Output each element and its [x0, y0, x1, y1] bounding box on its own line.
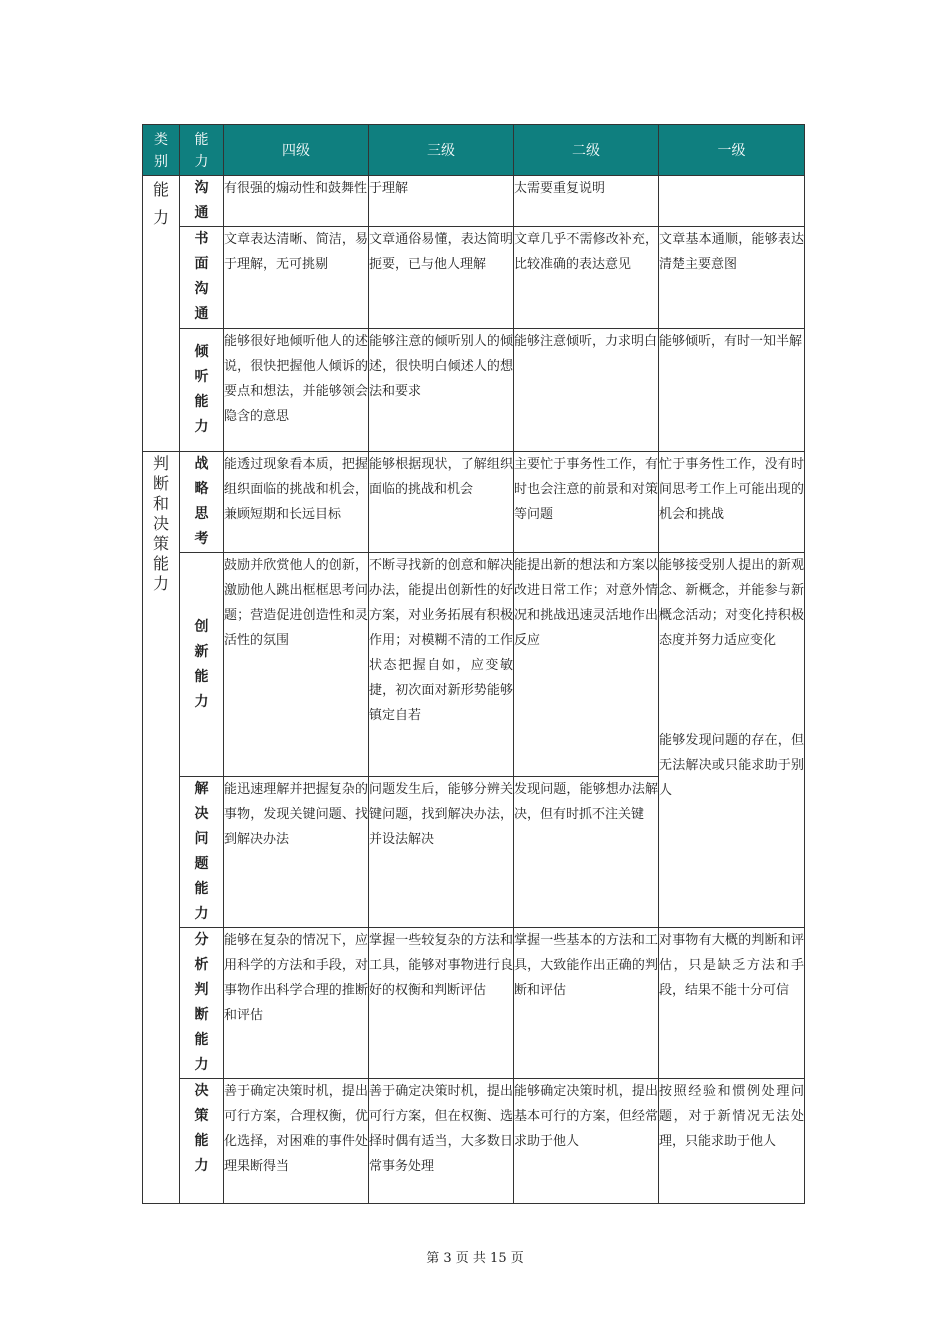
level-4-cell: 有很强的煽动性和鼓舞性: [224, 176, 369, 227]
ability-name-text: 解决问题能力: [194, 781, 209, 922]
level-1-text: 能够发现问题的存在，但无法解决或只能求助于别人: [659, 733, 804, 798]
table-row: [143, 227, 805, 329]
ability-name-text: 沟通: [194, 180, 209, 221]
table-row: [143, 1079, 805, 1204]
category-label: 能力: [152, 180, 169, 227]
ability-name: [180, 329, 224, 452]
level-4-cell: 能够很好地倾听他人的述说，很快把握他人倾诉的要点和想法，并能够领会隐含的意思: [224, 329, 369, 452]
level-4-cell: 文章表达清晰、简洁，易于理解，无可挑剔: [224, 227, 369, 329]
level-1-cell: 对事物有大概的判断和评估，只是缺乏方法和手段，结果不能十分可信: [659, 928, 805, 1079]
table-row: [143, 176, 805, 227]
header-level-4: 四级: [224, 125, 369, 176]
level-4-cell: 能透过现象看本质，把握组织面临的挑战和机会，兼顾短期和长远目标: [224, 452, 369, 553]
level-3-cell: 善于确定决策时机，提出可行方案，但在权衡、选择时偶有适当，大多数日常事务处理: [369, 1079, 514, 1204]
header-ability: [180, 125, 224, 176]
page-footer: 第 3 页 共 15 页: [426, 1251, 524, 1266]
level-4-cell: 能够在复杂的情况下，应用科学的方法和手段，对事物作出科学合理的推断和评估: [224, 928, 369, 1079]
level-4-cell: 能迅速理解并把握复杂的事物，发现关键问题、找到解决办法: [224, 777, 369, 928]
level-2-cell: 能提出新的想法和方案以改进日常工作；对意外情况和挑战迅速灵活地作出反应: [514, 553, 659, 777]
level-2-cell: 掌握一些基本的方法和工具，大致能作出正确的判断和评估: [514, 928, 659, 1079]
level-3-cell: 问题发生后，能够分辨关键问题，找到解决办法，并设法解决: [369, 777, 514, 928]
level-3-cell: 于理解: [369, 176, 514, 227]
level-1-text: 能够接受别人提出的新观念、新概念，并能参与新概念活动；对变化持积极态度并努力适应变化: [659, 558, 804, 648]
table-row: [143, 329, 805, 452]
ability-name-text: 分析判断能力: [194, 932, 209, 1073]
level-1-cell: 能够倾听，有时一知半解: [659, 329, 805, 452]
ability-name: [180, 452, 224, 553]
level-1-cell: [659, 176, 805, 227]
level-1-cell: 按照经验和惯例处理问题，对于新情况无法处理，只能求助于他人: [659, 1079, 805, 1204]
competency-table: [142, 124, 805, 1204]
level-2-cell: 主要忙于事务性工作，有时也会注意的前景和对策等问题: [514, 452, 659, 553]
header-level-3: 三级: [369, 125, 514, 176]
category-cell: [143, 176, 180, 452]
header-category: [143, 125, 180, 176]
header-level-1: 一级: [659, 125, 805, 176]
level-4-cell: 善于确定决策时机，提出可行方案，合理权衡，优化选择，对困难的事件处理果断得当: [224, 1079, 369, 1204]
level-2-cell: 发现问题，能够想办法解决，但有时抓不注关键: [514, 777, 659, 928]
level-3-cell: 能够根据现状，了解组织面临的挑战和机会: [369, 452, 514, 553]
level-1-cell: 文章基本通顺，能够表达清楚主要意图: [659, 227, 805, 329]
ability-name-text: 战略思考: [194, 456, 209, 547]
table-row: [143, 452, 805, 553]
level-2-cell: 能够注意倾听，力求明白: [514, 329, 659, 452]
ability-name: [180, 227, 224, 329]
table-row: [143, 553, 805, 777]
level-2-cell: 太需要重复说明: [514, 176, 659, 227]
ability-name: [180, 928, 224, 1079]
ability-name-text: 决策能力: [194, 1083, 209, 1174]
level-1-cell: 忙于事务性工作，没有时间思考工作上可能出现的机会和挑战: [659, 452, 805, 553]
ability-name: [180, 777, 224, 928]
level-2-cell: 文章几乎不需修改补充，比较准确的表达意见: [514, 227, 659, 329]
ability-name: [180, 176, 224, 227]
level-4-cell: 鼓励并欣赏他人的创新，激励他人跳出框框思考问题；营造促进创造性和灵活性的氛围: [224, 553, 369, 777]
header-category-label: 类别: [154, 131, 168, 170]
category-label: 判断和决策能力: [152, 454, 169, 593]
table-row: [143, 928, 805, 1079]
level-3-cell: 不断寻找新的创意和解决办法，能提出创新性的好方案，对业务拓展有积极作用；对模糊不清的工作状态把握自如，应变敏捷，初次面对新形势能够镇定自若: [369, 553, 514, 777]
category-cell: [143, 452, 180, 1204]
ability-name: [180, 553, 224, 777]
level-1-cell: [659, 553, 805, 928]
level-3-cell: 掌握一些较复杂的方法和工具，能够对事物进行良好的权衡和判断评估: [369, 928, 514, 1079]
level-2-cell: 能够确定决策时机，提出基本可行的方案，但经常求助于他人: [514, 1079, 659, 1204]
level-3-cell: 文章通俗易懂，表达简明扼要，已与他人理解: [369, 227, 514, 329]
level-3-cell: 能够注意的倾听别人的倾述，很快明白倾述人的想法和要求: [369, 329, 514, 452]
ability-name-text: 倾听能力: [194, 344, 209, 435]
header-row: [143, 125, 805, 176]
ability-name-text: 书面沟通: [194, 231, 209, 322]
ability-name-text: 创新能力: [194, 618, 209, 710]
ability-name: [180, 1079, 224, 1204]
header-level-2: 二级: [514, 125, 659, 176]
header-ability-label: 能力: [194, 131, 209, 170]
